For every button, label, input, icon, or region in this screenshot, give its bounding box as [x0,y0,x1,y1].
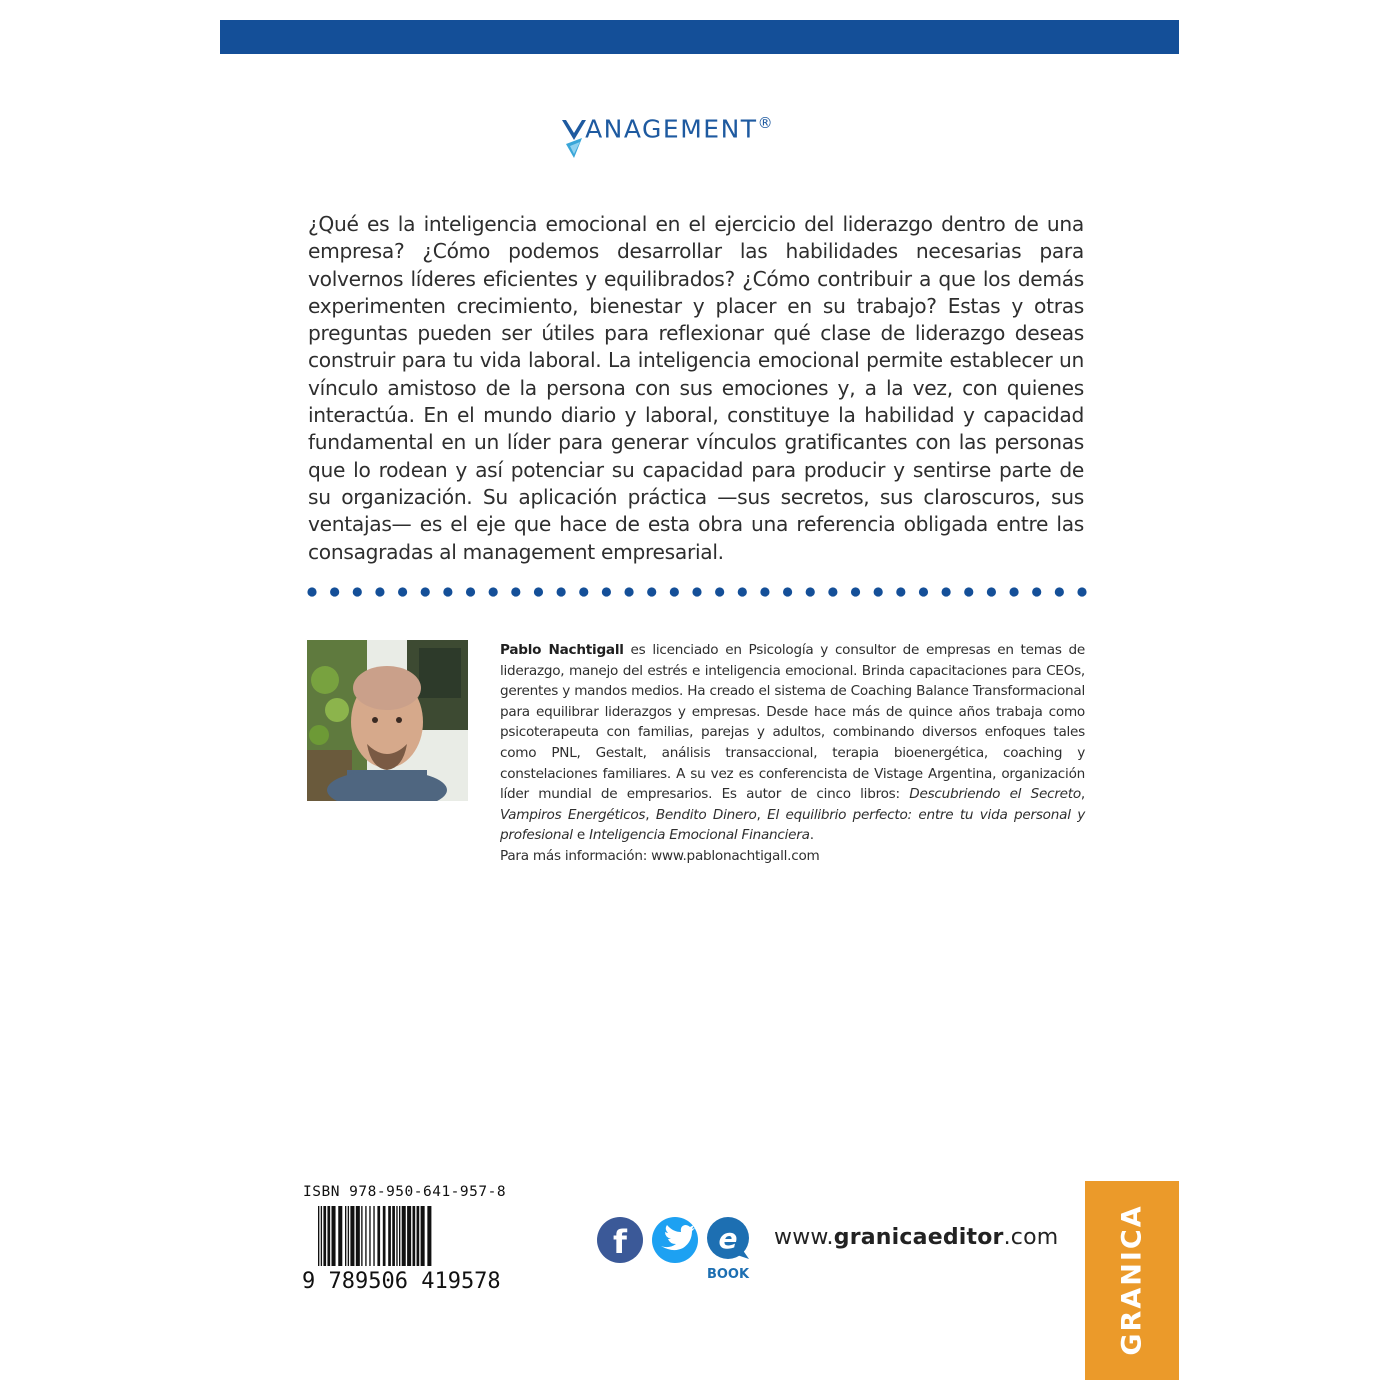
divider-dot [783,587,792,596]
book-title-1: Descubriendo el Secreto [909,786,1081,803]
divider-dot [942,587,951,596]
barcode-bar [369,1206,370,1266]
author-name: Pablo Nachtigall [500,642,624,658]
publisher-box [1085,1181,1179,1380]
divider-dot [1077,587,1086,596]
barcode-bar [417,1206,420,1266]
divider-dot [919,587,928,596]
logo-text-rest: ANAGEMENT [585,114,758,144]
divider-dot [715,587,724,596]
barcode-bar [427,1206,431,1266]
divider-dot [579,587,588,596]
divider-dot [602,587,611,596]
divider-dot [421,587,430,596]
isbn-label: ISBN 978-950-641-957-8 [303,1184,507,1200]
website-brand: granicaeditor [833,1225,1004,1250]
divider-dot [511,587,520,596]
ebook-icon[interactable] [707,1217,750,1282]
barcode-bar [365,1206,366,1266]
divider-dot [557,587,566,596]
divider-dot [375,587,384,596]
divider-dot [307,587,316,596]
divider-dot [353,587,362,596]
divider-dot [534,587,543,596]
facebook-icon[interactable] [597,1217,643,1263]
website-prefix: www. [774,1225,834,1250]
publisher-website[interactable] [774,1225,1058,1250]
barcode-bar [332,1206,336,1266]
divider-dot [760,587,769,596]
divider-dot [987,587,996,596]
barcode-bar [383,1206,386,1266]
svg-text:BOOK: BOOK [706,1267,750,1282]
barcode-bar [421,1206,425,1266]
barcode-bar [407,1206,411,1266]
bio-end: . [809,827,814,844]
divider-dot [692,587,701,596]
author-bio [500,640,1085,867]
divider-dot [330,587,339,596]
divider-dot [1009,587,1018,596]
barcode-bar [345,1206,346,1266]
author-bio-text: es licenciado en Psicología y consultor de empresas en temas de liderazgo, manejo del estrés e inteligencia emocional. Brinda capacitaciones para CEOs, gerentes y mandos medios. Ha creado el sistema de Coaching Balance Transformacional para equilibrar liderazgos y empresas. Desde hace más de quince años trabaja como psicoterapeuta con familias, parejas y adultos, combinando diversos enfoques tales como PNL, Gestalt, análisis transaccional, terapia bioenergética, coaching y constelaciones familiares. A su vez es conferencista de Vistage Argentina, organización líder mundial de empresarios. Es autor de cinco libros: [500,642,1085,803]
divider-dot [1032,587,1041,596]
divider-dot [896,587,905,596]
barcode-bar [350,1206,354,1266]
book-separator: , [756,806,768,823]
book-title-3: Bendito Dinero [655,806,757,823]
svg-text:e: e [718,1222,738,1255]
divider-dot [806,587,815,596]
divider-dot [443,587,452,596]
barcode-bar [388,1206,391,1266]
barcode-bar [373,1206,374,1266]
svg-text:f: f [613,1223,627,1261]
barcode-bar [396,1206,397,1266]
book-separator: , [645,806,656,823]
barcode-bar [392,1206,395,1266]
divider-dot [828,587,837,596]
website-suffix: .com [1003,1225,1059,1250]
divider-dot [489,587,498,596]
book-title-5: Inteligencia Emocional Financiera [589,827,810,844]
book-title-2: Vampiros Energéticos [500,806,646,823]
divider-dot [1055,587,1064,596]
barcode-bar [348,1206,349,1266]
isbn-barcode [300,1206,506,1298]
barcode-digits: 9 789506 419578 [302,1269,501,1294]
divider-dot [738,587,747,596]
book-separator: e [572,827,590,844]
barcode-bar [413,1206,416,1266]
barcode-bar [318,1206,319,1266]
barcode-bar [361,1206,362,1266]
logo-wordmark [562,114,774,143]
barcode-bar [377,1206,380,1266]
barcode-bar [399,1206,400,1266]
divider-dot [624,587,633,596]
book-separator: , [1080,786,1085,803]
dotted-divider [306,586,1088,598]
barcode-bar [338,1206,342,1266]
divider-dot [851,587,860,596]
book-title-4: El equilibrio perfecto: entre tu vida personal y profesional [500,806,1085,844]
barcode-bar [327,1206,330,1266]
author-website-line: Para más información: www.pablonachtigall.com [500,847,820,864]
twitter-icon[interactable] [652,1217,698,1263]
divider-dot [874,587,883,596]
barcode-bar [356,1206,360,1266]
barcode-bar [321,1206,322,1266]
divider-dot [466,587,475,596]
management-logo [560,114,774,158]
social-icons [597,1215,757,1285]
divider-dot [647,587,656,596]
top-color-band [220,20,1179,54]
publisher-name: GRANICA [1116,1204,1148,1356]
divider-dot [670,587,679,596]
logo-registered-mark: ® [757,114,775,132]
author-photo [307,640,468,801]
barcode-bar [323,1206,326,1266]
barcode-bar [402,1206,406,1266]
divider-dot [964,587,973,596]
author-portrait-image [307,640,468,801]
divider-dot [398,587,407,596]
back-cover-blurb: ¿Qué es la inteligencia emocional en el ejercicio del liderazgo dentro de una empresa? ¿Cómo podemos desarrollar las habilidades necesarias para volvernos líderes eficientes y equilibrados? ¿Cómo contribuir a que los demás experimenten crecimiento, bienestar y placer en su trabajo? Estas y otras preguntas pueden ser útiles para reflexionar qué clase de liderazgo deseas construir para tu vida laboral. La inteligencia emocional permite establecer un vínculo amistoso de la persona con sus emociones y, a la vez, con quienes interactúa. En el mundo diario y laboral, constituye la habilidad y capacidad fundamental en un líder para generar vínculos gratificantes con las personas que lo rodean y así potenciar su capacidad para producir y sentirse parte de su organización. Su aplicación práctica —sus secretos, sus claroscuros, sus ventajas— es el eje que hace de esta obra una referencia obligada entre las consagradas al management empresarial. [308,212,1084,564]
